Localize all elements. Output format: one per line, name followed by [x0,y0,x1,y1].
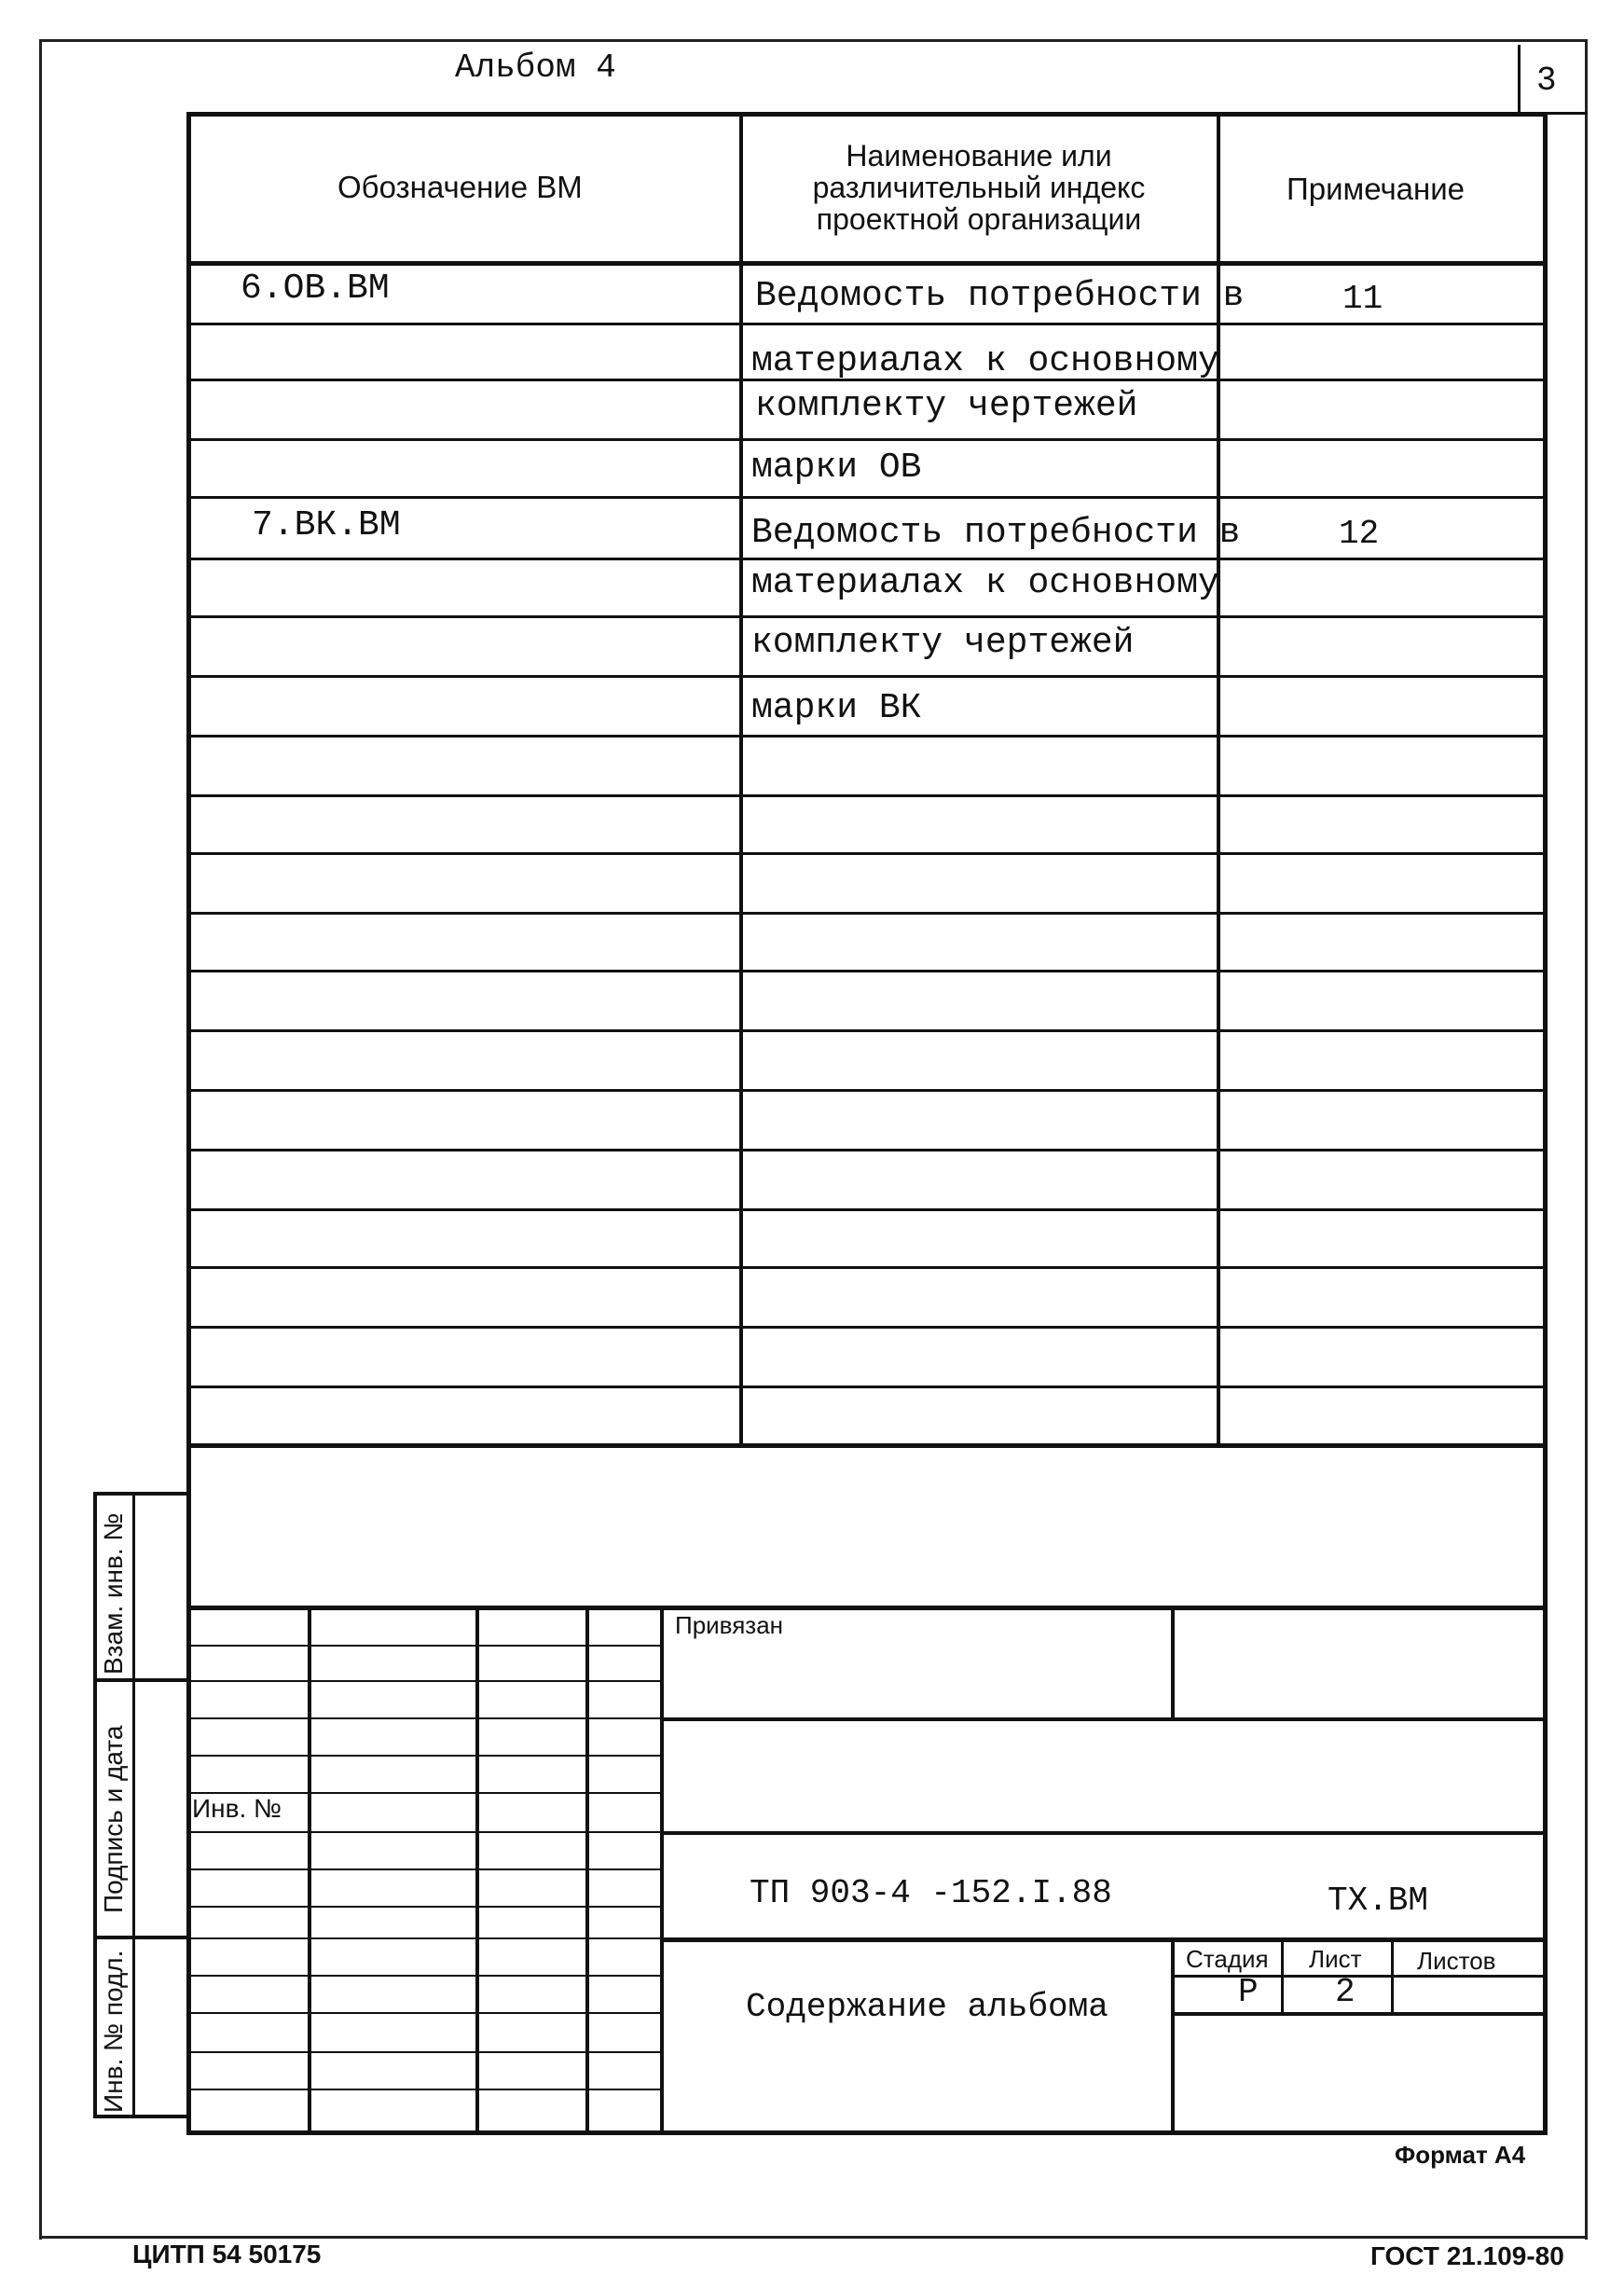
side-strip-divider [132,1492,135,2118]
stamp-line-b [660,1831,1548,1835]
table-row-line [186,912,1548,915]
stage-value: Р [1238,1973,1259,2011]
entry-2-designation: 7.ВК.ВМ [252,505,401,545]
privyazan-divider [1171,1606,1175,1717]
table-row-line [186,970,1548,972]
entry-1-line-3: комплекту чертежей [755,386,1138,426]
stamp-row-line [186,2051,660,2053]
side-label-podpis: Подпись и дата [99,1725,128,1913]
stamp-row-line [186,1868,660,1870]
stamp-row-line [186,1645,660,1647]
col-header-note: Примечание [1287,172,1466,206]
sheet-border-bottom [39,2236,1588,2239]
table-row-line [186,558,1548,560]
stage-label: Стадия [1186,1945,1269,1973]
album-title: Альбом 4 [455,48,616,87]
col-header-name-line1: Наименование или [846,139,1112,172]
page-number: 3 [1536,62,1557,100]
footer-right-standard: ГОСТ 21.109-80 [1370,2241,1564,2270]
table-row-line [186,1089,1548,1092]
stage-block-divider [1171,1937,1175,2131]
inv-label: Инв. № [192,1794,289,1824]
table-row-line [186,1326,1548,1329]
stamp-row-line [186,1906,660,1908]
footer-left-code: ЦИТП 54 50175 [132,2240,322,2268]
side-strip-sep-2 [93,1936,186,1939]
stamp-line-c [660,1937,1548,1942]
table-row-line [186,438,1548,441]
stamp-top-line [186,1606,1548,1610]
stamp-row-line [186,2012,660,2014]
col-header-designation: Обозначение ВМ [337,170,583,204]
sheets-label: Листов [1417,1947,1496,1975]
document-title: Содержание альбома [746,1988,1108,2026]
stamp-row-line [186,1680,660,1682]
sheet-label: Лист [1309,1945,1362,1973]
stamp-row-line [186,1755,660,1757]
entry-2-note: 12 [1339,515,1380,553]
stamp-row-line [186,1975,660,1977]
table-row-line [186,496,1548,499]
stamp-col-4 [660,1606,664,2131]
table-row-line [186,794,1548,797]
entry-2-line-3: комплекту чертежей [751,623,1135,663]
stamp-line-a [660,1717,1548,1721]
privyazan-label: Привязан [675,1611,784,1639]
col-divider-1 [739,112,743,1445]
stamp-row-line [186,1831,660,1833]
entry-1-line-4: марки ОВ [751,448,922,488]
sheet-border-right [1585,39,1588,2240]
stamp-row-line [186,1937,660,1939]
table-row-line [186,852,1548,855]
table-bottom-line [186,1443,1548,1448]
stamp-row-line [186,2089,660,2090]
table-row-line [186,615,1548,618]
document-mark: ТХ.ВМ [1328,1882,1429,1920]
entry-1-designation: 6.ОВ.ВМ [241,269,390,309]
table-row-line [186,1029,1548,1032]
document-code: ТП 903-4 -152.I.88 [750,1874,1112,1912]
side-label-vzam: Взам. инв. № [99,1512,128,1675]
side-strip-sep-1 [93,1678,186,1682]
col-header-name-line2: различительный индекс [812,171,1146,204]
header-bottom-line [186,261,1548,266]
table-row-line [186,1266,1548,1269]
entry-1-note: 11 [1342,280,1383,318]
table-row-line [186,735,1548,738]
table-row-line [186,1149,1548,1151]
table-row-line [186,1386,1548,1388]
col-header-name-line3: проектной организации [816,202,1142,236]
entry-1-line-1: Ведомость потребности в [755,276,1245,316]
sheet-value: 2 [1335,1973,1356,2011]
entry-2-line-2: материалах к основному [751,563,1219,603]
entry-1-line-2: материалах к основному [751,341,1219,381]
table-row-line [186,323,1548,325]
table-row-line [186,675,1548,678]
entry-2-line-1: Ведомость потребности в [751,513,1241,553]
stamp-row-line [186,1717,660,1719]
side-label-inv-podl: Инв. № подл. [99,1950,128,2113]
stage-value-line [1171,2012,1548,2016]
table-row-line [186,1208,1548,1211]
entry-2-line-4: марки ВК [751,688,922,728]
format-label: Формат А4 [1395,2141,1526,2169]
